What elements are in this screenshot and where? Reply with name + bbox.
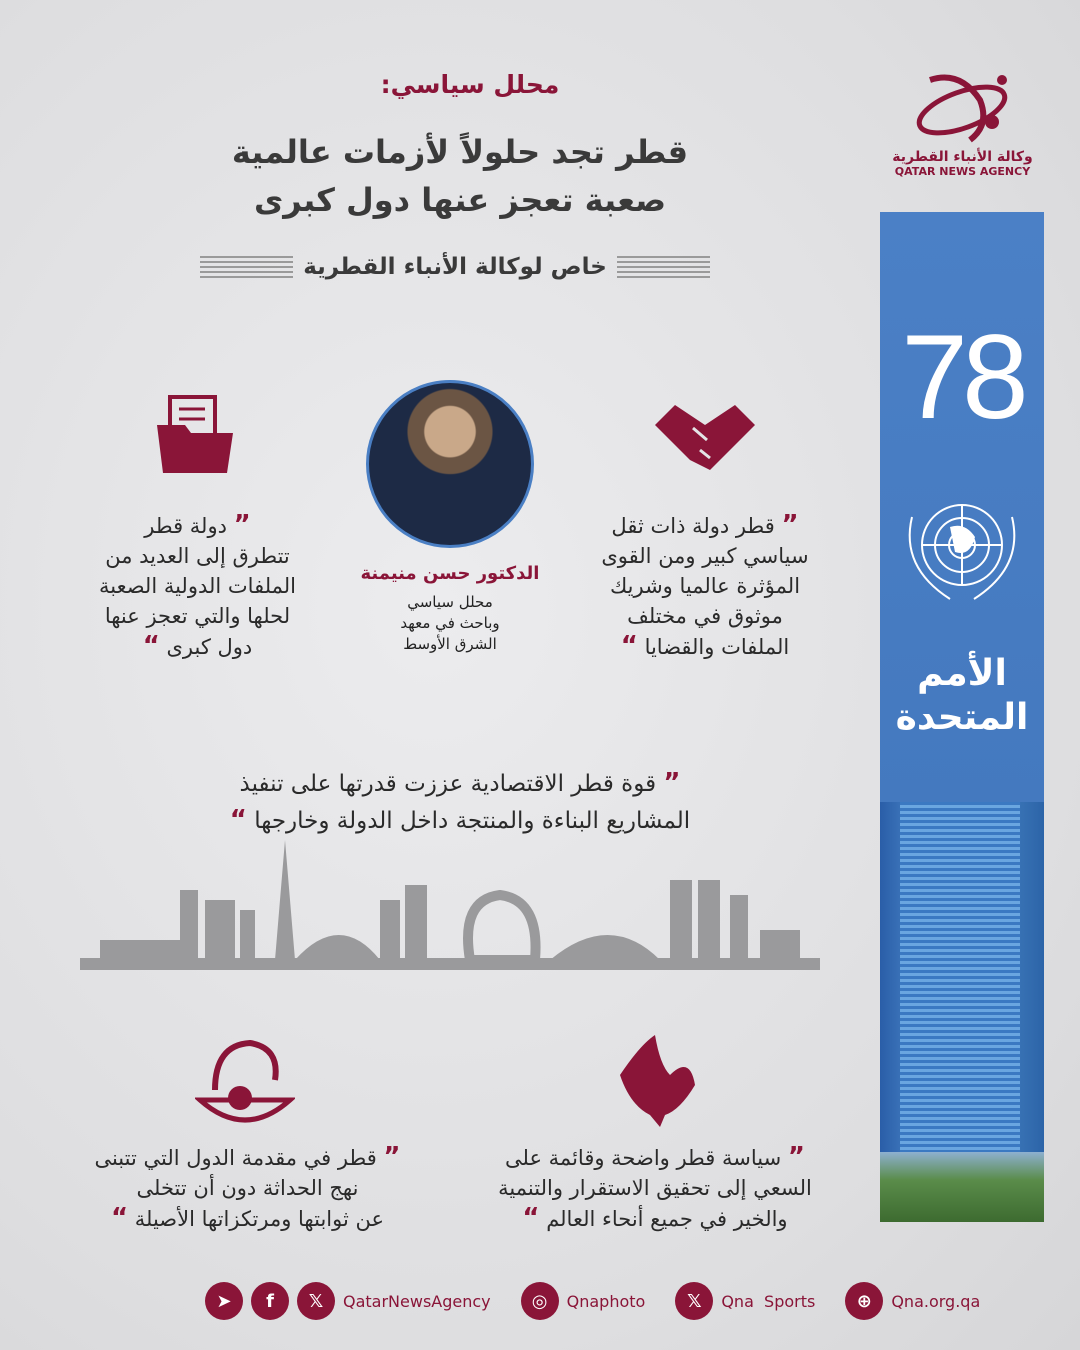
exclusive-banner [200,250,710,284]
un-headquarters-photo [880,802,1044,1222]
globe-icon[interactable]: ⊕ [845,1282,883,1320]
website-link[interactable]: Qna.org.qa [891,1291,981,1311]
folder-icon [155,395,235,475]
quote-line: دول كبرى [166,635,253,659]
quote-line: قطر في مقدمة الدول التي تتبنى [94,1146,377,1170]
qna-emblem-icon [890,70,1035,145]
un-emblem-icon [890,487,1034,607]
open-quote-icon: ” [233,510,251,540]
instagram-handle[interactable]: Qnaphoto [566,1291,646,1311]
facebook-icon[interactable]: f [251,1282,289,1320]
x-icon[interactable]: 𝕏 [675,1282,713,1320]
quote-bottom-left [65,1142,430,1234]
quote-line: قوة قطر الاقتصادية عززت قدرتها على تنفيذ [239,771,657,797]
quote-right [580,510,830,662]
footer-social [205,1282,980,1320]
close-quote-icon: “ [522,1203,540,1233]
quote-line: موثوق في مختلف [627,604,783,628]
quote-line: والخير في جميع أنحاء العالم [546,1207,788,1231]
instagram-icon[interactable]: ◎ [521,1282,559,1320]
quote-left [75,510,320,662]
page-title [160,128,760,224]
quote-center [150,765,770,839]
x-icon[interactable]: 𝕏 [297,1282,335,1320]
person-role: وباحث في معهد [400,614,500,632]
divider [200,256,293,278]
quote-line: سياسة قطر واضحة وقائمة على [505,1146,782,1170]
kicker: محلل سياسي: [380,70,560,99]
divider [617,256,710,278]
un-label-line: الأمم [917,653,1007,694]
open-quote-icon: ” [383,1142,401,1172]
un-label [880,652,1044,740]
quote-line: الملفات والقضايا [644,635,790,659]
dove-icon [610,1035,700,1130]
telegram-icon[interactable]: ➤ [205,1282,243,1320]
quote-line: المؤثرة عالميا وشريك [609,574,801,598]
open-quote-icon: ” [787,1142,805,1172]
logo-name-ar: وكالة الأنباء القطرية [892,149,1033,165]
quote-line: الملفات الدولية الصعبة [98,574,297,598]
open-quote-icon: ” [781,510,799,540]
quote-line: المشاريع البناءة والمنتجة داخل الدولة وخارجها [254,808,691,834]
doha-skyline [80,840,820,970]
person-caption [340,563,560,655]
person-role: محلل سياسي [407,593,493,611]
qna-logo [890,70,1035,178]
quote-line: لحلها والتي تعجز عنها [104,604,291,628]
open-quote-icon: ” [663,768,681,798]
un-label-line: المتحدة [895,697,1029,738]
quote-line: قطر دولة ذات ثقل [611,514,775,538]
person-photo [366,380,534,548]
quote-line: عن ثوابتها ومرتكزاتها الأصيلة [134,1207,385,1231]
person-role: الشرق الأوسط [403,635,497,653]
logo-name-en: QATAR NEWS AGENCY [894,165,1031,178]
close-quote-icon: “ [110,1203,129,1233]
close-quote-icon: “ [142,631,160,661]
person-name: الدكتور حسن منيمنة [360,563,540,584]
title-line: صعبة تعجز عنها دول كبرى [253,181,667,219]
social-handle[interactable]: QatarNewsAgency [343,1291,491,1311]
pearl-oyster-icon [195,1040,295,1130]
quote-line: نهج الحداثة دون أن تتخلى [136,1176,359,1200]
close-quote-icon: “ [620,631,638,661]
title-line: قطر تجد حلولاً لأزمات عالمية [231,133,689,171]
quote-line: تتطرق إلى العديد من [105,544,290,568]
anniversary-number: 78 [901,310,1023,444]
quote-bottom-right [470,1142,840,1234]
quote-line: سياسي كبير ومن القوى [601,544,809,568]
handshake-icon [655,400,755,475]
close-quote-icon: “ [229,805,247,835]
quote-line: السعي إلى تحقيق الاستقرار والتنمية [498,1176,812,1200]
quote-line: دولة قطر [144,514,227,538]
sports-handle[interactable]: Qna Sports [721,1291,816,1311]
exclusive-label: خاص لوكالة الأنباء القطرية [303,254,607,280]
un-panel [880,212,1044,1222]
